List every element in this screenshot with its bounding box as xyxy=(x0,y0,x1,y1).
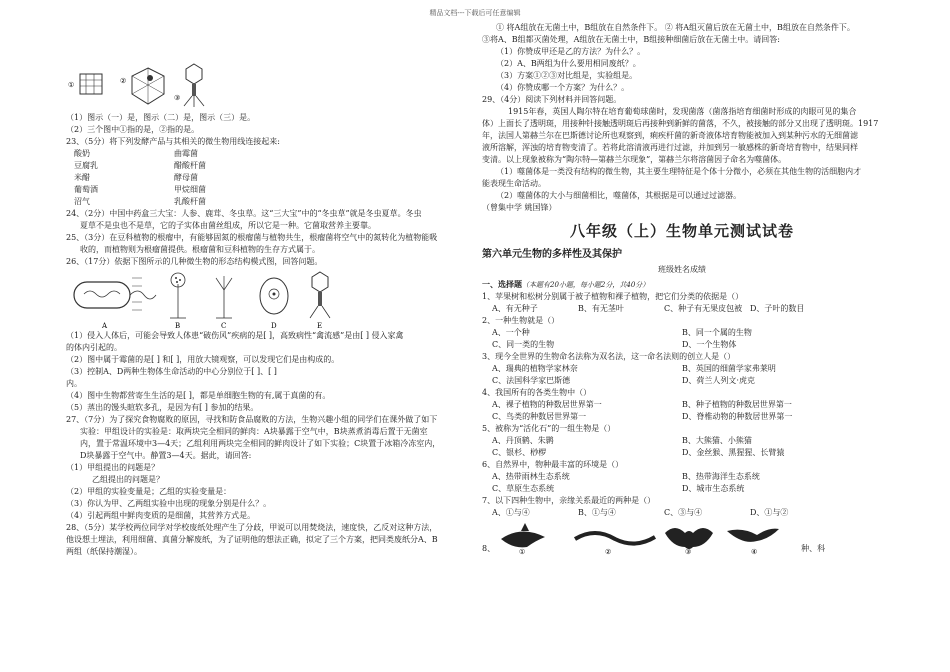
mcq-option[interactable]: D、子叶的数目 xyxy=(750,303,805,313)
q25-line-2: 收的，而植物则为根瘤菌提供。根瘤菌和豆科植物的生存方式属于。 xyxy=(80,245,320,254)
q27-sub-1b: 乙组提出的问题是？ xyxy=(92,475,164,484)
left-column xyxy=(66,60,458,558)
q28-sub-3: （3）方案①②③对比组是，实验组是。 xyxy=(496,71,638,80)
mcq-option[interactable]: D、城市生态系统 xyxy=(682,483,745,493)
q23-pair-row xyxy=(66,184,458,196)
microbe-figure xyxy=(66,268,356,330)
q27-sub-4: （4）引起两组中鲜肉变质的是细菌，其营养方式是。 xyxy=(66,511,256,520)
mold-c-icon xyxy=(216,276,232,318)
mcq-list xyxy=(482,291,882,519)
q29-stem: 29、（4分）阅读下列材料并回答问题。 xyxy=(482,95,622,104)
mcq-option[interactable]: A、一个种 xyxy=(492,327,530,337)
mcq-option[interactable]: D、一个生物体 xyxy=(682,339,737,349)
q23-pair-row xyxy=(66,172,458,184)
fig2-label-b: B xyxy=(175,322,181,330)
q29-sub-1: （1）噬菌体是一类没有结构的微生物，其主要生理特征是个体十分微小，必须在其他生物的活细胞内才 xyxy=(496,167,862,176)
q24-line-1: 24、（2分）中国中药盒三大宝：人参、鹿茸、冬虫草。这“三大宝”中的“冬虫草”就是冬虫夏草。冬虫 xyxy=(66,209,422,218)
q23-pair-row xyxy=(66,160,458,172)
q27-line-2: 实验：甲组设计的实验是：取两块完全相同的鲜肉：A块暴露于空气中，B块蒸煮消毒后置于无菌室 xyxy=(80,427,428,436)
virus-e-icon xyxy=(310,272,330,318)
mcq-options xyxy=(482,327,882,339)
bacterium-icon xyxy=(74,278,156,310)
q28-plan-2: ③将A、B组都灭菌处理，A组放在无菌土中，B组接种细菌后放在无菌土中。请回答: xyxy=(482,35,781,44)
q23-pairs xyxy=(66,148,458,208)
q26-sub-2: （2）图中属于霉菌的是[ ] 和[ ]，用放大镜观察，可以发现它们是由构成的。 xyxy=(66,355,340,364)
mcq-option[interactable]: A、裸子植物的种数居世界第一 xyxy=(492,399,602,409)
q27-sub-3: （3）你认为甲、乙两组实验中出现的现象分别是什么？。 xyxy=(66,499,272,508)
mcq-options xyxy=(482,375,882,387)
unit-title: 第六单元生物的多样性及其保护 xyxy=(482,248,622,260)
animal-num-3: ③ xyxy=(685,547,692,555)
q28-plan-1: ① 将A组放在无菌土中，B组放在自然条件下。 ② 将A组灭菌后放在无菌土中，B组放在自然条件下。 xyxy=(496,23,855,32)
mcq-options xyxy=(482,303,882,315)
q23-microbe: 酵母菌 xyxy=(174,173,198,182)
virus-one-icon xyxy=(80,74,102,94)
fig2-label-a: A xyxy=(102,322,108,330)
q27-line-4: D块暴露于空气中。静置3—4天。据此，请回答: xyxy=(80,451,252,460)
mcq-option[interactable]: D、脊椎动物的种数居世界第一 xyxy=(682,411,793,421)
page-header: 精品文档---下载后可任意编辑 xyxy=(429,9,521,17)
q27-sub-1: （1）甲组提出的问题是？ xyxy=(66,463,160,472)
mcq-option[interactable]: A、热带雨林生态系统 xyxy=(492,471,570,481)
mcq-option[interactable]: C、种子有无果皮包被 xyxy=(664,303,743,313)
mcq-question: 1、苹果树和松树分别属于被子植物和裸子植物，把它们分类的依据是（） xyxy=(482,291,744,301)
mcq-option[interactable]: A、①与④ xyxy=(492,507,530,517)
mcq-option[interactable]: B、英国的细菌学家弗莱明 xyxy=(682,363,776,373)
section-note: （本题有20小题，每小题2分，共40分） xyxy=(522,280,650,289)
q28-line-3: 两组（纸保持潮湿）。 xyxy=(66,547,142,556)
mcq-option[interactable]: C、银杉、桫椤 xyxy=(492,447,547,457)
mcq-options xyxy=(482,363,882,375)
mcq-option[interactable]: D、①与② xyxy=(750,507,789,517)
q27-line-3: 内，置于常温环境中3—4天；乙组利用两块完全相同的鲜肉设计了如下实验；C块置于冰箱冷冻室内， xyxy=(80,439,441,448)
q23-product: 葡萄酒 xyxy=(74,185,98,194)
phage-icon xyxy=(184,64,204,107)
virus-two-icon xyxy=(132,68,164,104)
q27-line-1: 27、（7分）为了探究食物腐败的原因，寻找和防食品腐败的方法，生物兴趣小组的同学们在课外做了如下 xyxy=(66,415,438,424)
q26-sub-1: （1）侵入人体后，可能会导致人体患“破伤风”疾病的是[ ]，高致病性“禽流感”是由[ ] 侵入家禽 xyxy=(66,331,404,340)
q29-text-2: 体）上面长了透明斑，用接种针接触透明斑后再接种到新鲜的菌落，不久，被接触的部分又出现了透明斑。1917 xyxy=(482,119,879,128)
q8-tail: 种、科 xyxy=(801,543,826,553)
mcq-option[interactable]: C、草原生态系统 xyxy=(492,483,555,493)
fig1-question-1: （1）图示（一）是，图示（二）是，图示（三）是。 xyxy=(66,113,256,122)
mcq-options xyxy=(482,483,882,495)
orca-icon xyxy=(501,523,545,547)
q26-stem: 26、（17分）依据下图所示的几种微生物的形态结构模式图，回答问题。 xyxy=(66,257,323,266)
mcq-option[interactable]: D、荷兰人列文·虎克 xyxy=(682,375,755,385)
q25-line-1: 25、（3分）在豆科植物的根瘤中，有能够固氮的根瘤菌与植物共生，根瘤菌将空气中的氮转化为植物能吸 xyxy=(66,233,438,242)
q23-product: 酸奶 xyxy=(74,149,90,158)
section-heading xyxy=(482,278,882,291)
mcq-option[interactable]: B、大熊猫、小熊猫 xyxy=(682,435,752,445)
q26-sub-3: （3）控制A、D两种生物体生命活动的中心分别位于[ ]、[ ] xyxy=(66,367,277,376)
q23-microbe: 甲烷细菌 xyxy=(174,185,206,194)
mcq-option[interactable]: B、种子植物的种数居世界第一 xyxy=(682,399,792,409)
mold-b-icon xyxy=(170,273,186,318)
mcq-option[interactable]: C、同一类的生物 xyxy=(492,339,555,349)
q29-text-5: 变清。以上现象被称为“陶尔特—第赫兰尔现象”，第赫兰尔将溶菌因子命名为噬菌体。 xyxy=(482,155,787,164)
q23-product: 米醋 xyxy=(74,173,90,182)
mcq-option[interactable]: A、丹顶鹤、朱鹮 xyxy=(492,435,554,445)
q28-line-1: 28、（5分）某学校两位同学对学校废纸处理产生了分歧，甲说可以用焚烧法，速度快，乙反对这种方法， xyxy=(66,523,438,532)
fig2-label-c: C xyxy=(221,322,227,330)
section-label: 一、选择题 xyxy=(482,278,522,289)
q28-sub-2: （2）A、B两组为什么要用相同废纸？。 xyxy=(496,59,641,68)
mcq-question: 4、我国所有的各类生物中（） xyxy=(482,387,592,397)
fig1-label-1: ① xyxy=(68,81,75,89)
author-line: （曾集中学 姚国锋） xyxy=(482,203,557,212)
class-name-score-line: 班级姓名成绩 xyxy=(658,264,706,274)
mcq-question: 2、一种生物就是（） xyxy=(482,315,560,325)
mcq-options xyxy=(482,435,882,447)
q26-sub-4: （4）图中生物都营寄生生活的是[ ]，都是单细胞生物的有,属于真菌的有。 xyxy=(66,391,331,400)
mcq-option[interactable]: B、①与④ xyxy=(578,507,616,517)
mcq-option[interactable]: A、有无种子 xyxy=(492,303,538,313)
q28-sub-1: （1）你赞成甲还是乙的方法？为什么？。 xyxy=(496,47,646,56)
q23-product: 豆腐乳 xyxy=(74,161,98,170)
mcq-option[interactable]: B、热带海洋生态系统 xyxy=(682,471,760,481)
q28-line-2: 他设想土埋法，利用细菌、真菌分解废纸，为了证明他的想法正确，拟定了三个方案，把同类废纸分A、B xyxy=(66,535,438,544)
mcq-option[interactable]: D、金丝猴、黑猩猩、长臂猿 xyxy=(682,447,785,457)
q23-microbe: 曲霉菌 xyxy=(174,149,198,158)
fig2-label-e: E xyxy=(317,322,323,330)
virus-figure xyxy=(66,60,226,112)
q28-sub-4: （4）你赞成哪一个方案？为什么？。 xyxy=(496,83,630,92)
mcq-question: 7、以下四种生物中，亲缘关系最近的两种是（） xyxy=(482,495,656,505)
animal-figure xyxy=(495,519,795,555)
eagle-icon xyxy=(727,528,779,541)
animal-num-1: ① xyxy=(519,547,526,555)
bat-icon xyxy=(665,528,713,549)
right-column xyxy=(482,22,882,555)
q29-sub-2: （2）噬菌体的大小与细菌相比，噬菌体，其根据是可以通过过滤器。 xyxy=(496,191,742,200)
q23-microbe: 乳酸杆菌 xyxy=(174,197,206,206)
fig1-question-2: （2）三个图中①指的是，②指的是。 xyxy=(66,125,200,134)
q26-sub-1b: 的体内引起的。 xyxy=(66,343,122,352)
q27-sub-2: （2）甲组的实验变量是；乙组的实验变量是： xyxy=(66,487,232,496)
yeast-icon xyxy=(260,278,288,314)
fig1-label-2: ② xyxy=(120,77,127,85)
mcq-options xyxy=(482,399,882,411)
q23-product: 沼气 xyxy=(74,197,90,206)
q24-line-2: 夏草不是虫也不是草，它的子实体由菌丝组成，所以它是一种。它菌取营养主要靠。 xyxy=(80,221,376,230)
eel-icon xyxy=(575,533,655,544)
q29-text-4: 液所溶解，浑浊的培育物变清了。若将此溶清液再进行过滤，并加到另一敏感株的新奇培育物中，结果同样 xyxy=(482,143,858,152)
mcq-question: 6、自然界中，物种最丰富的环境是（） xyxy=(482,459,624,469)
mcq-question: 3、现今全世界的生物命名法称为双名法，这一命名法则的创立人是（） xyxy=(482,351,736,361)
mcq-option[interactable]: C、法国科学家巴斯德 xyxy=(492,375,571,385)
q29-text-3: 年，法国人第赫兰尔在巴斯德讨论所也观察到，痢疾杆菌的新奇液体培育物能被加入到某种污水的无细菌滤 xyxy=(482,131,858,140)
fig1-label-3: ③ xyxy=(174,94,181,102)
exam-title: 八年级（上）生物单元测试试卷 xyxy=(569,222,794,240)
q8-label: 8、 xyxy=(482,543,496,553)
q29-text-1: 1915年春，英国人陶尔特在培育葡萄球菌时，发现菌落（菌落指培育细菌时形成的肉眼可见的集合 xyxy=(508,107,857,116)
mcq-options xyxy=(482,507,882,519)
mcq-option[interactable]: B、有无茎叶 xyxy=(578,303,624,313)
q26-sub-5: （5）蒸出的馒头暄软多孔，是因为有[ ] 参加的结果。 xyxy=(66,403,259,412)
mcq-options xyxy=(482,411,882,423)
mcq-option[interactable]: B、同一个属的生物 xyxy=(682,327,752,337)
q23-pair-row xyxy=(66,148,458,160)
q26-sub-3b: 内。 xyxy=(66,379,82,388)
mcq-option[interactable]: C、③与④ xyxy=(664,507,703,517)
fig2-label-d: D xyxy=(271,322,277,330)
q29-sub-1b: 能表现生命活动。 xyxy=(482,179,546,188)
mcq-question: 5、被称为“活化石”的一组生物是（） xyxy=(482,423,616,433)
q8-row xyxy=(482,519,882,555)
mcq-option[interactable]: A、瑞典的植物学家林奈 xyxy=(492,363,578,373)
q23-pair-row xyxy=(66,196,458,208)
animal-num-4: ④ xyxy=(751,547,758,555)
mcq-option[interactable]: C、鸟类的种数居世界第一 xyxy=(492,411,587,421)
animal-num-2: ② xyxy=(605,547,612,555)
q23-stem: 23、（5分）将下列发酵产品与其相关的微生物用线连接起来: xyxy=(66,137,280,146)
mcq-options xyxy=(482,339,882,351)
mcq-options xyxy=(482,447,882,459)
mcq-options xyxy=(482,471,882,483)
q23-microbe: 醋酸杆菌 xyxy=(174,161,206,170)
